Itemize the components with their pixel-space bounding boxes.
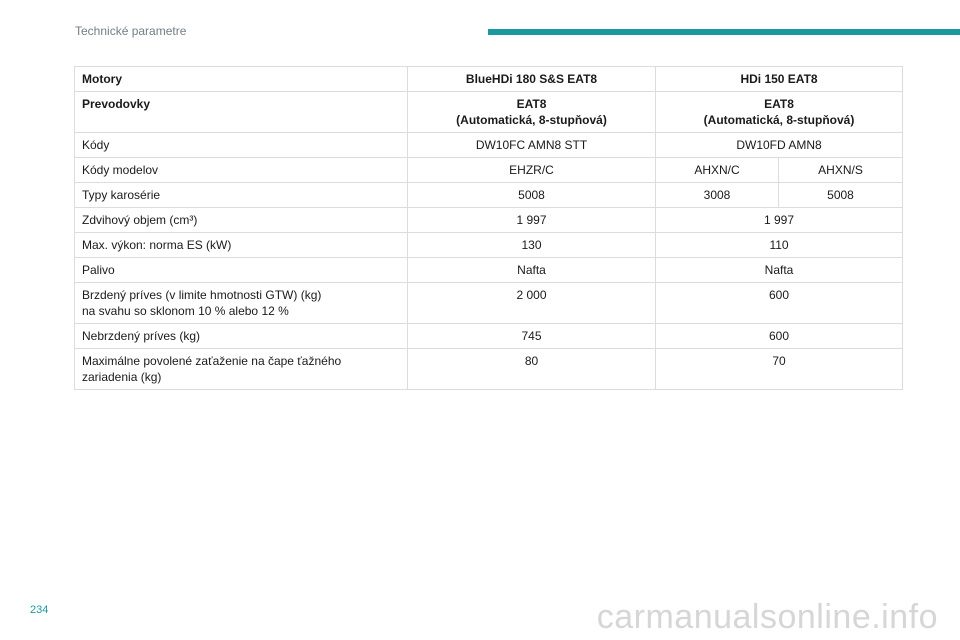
cell-engine1: DW10FC AMN8 STT — [408, 133, 656, 158]
cell-engine2a: AHXN/C — [656, 158, 779, 183]
header-cell-engine2: HDi 150 EAT8 — [656, 67, 903, 92]
table-row-fuel — [75, 258, 903, 283]
cell-engine1: 80 — [408, 349, 656, 390]
cell-engine2a: 3008 — [656, 183, 779, 208]
row-label: Max. výkon: norma ES (kW) — [75, 233, 408, 258]
cell-engine1: 2 000 — [408, 283, 656, 324]
technical-specs-table — [74, 66, 903, 390]
row-label: Nebrzdený príves (kg) — [75, 324, 408, 349]
row-label: Typy karosérie — [75, 183, 408, 208]
cell-engine2b: AHXN/S — [779, 158, 903, 183]
row-label: Palivo — [75, 258, 408, 283]
cell-engine2: 110 — [656, 233, 903, 258]
table-header-row — [75, 67, 903, 92]
cell-engine2: 600 — [656, 283, 903, 324]
table-row-towbar-load — [75, 349, 903, 390]
cell-engine1: 5008 — [408, 183, 656, 208]
cell-engine2b: 5008 — [779, 183, 903, 208]
table-row-gearbox — [75, 92, 903, 133]
row-label: Maximálne povolené zaťaženie na čape ťažného zariadenia (kg) — [75, 349, 408, 390]
table-row-power — [75, 233, 903, 258]
page-number: 234 — [30, 604, 49, 616]
cell-engine1: EHZR/C — [408, 158, 656, 183]
cell-engine2: DW10FD AMN8 — [656, 133, 903, 158]
cell-engine1: EAT8 (Automatická, 8-stupňová) — [408, 92, 656, 133]
cell-engine1: 745 — [408, 324, 656, 349]
cell-engine2: 600 — [656, 324, 903, 349]
cell-engine2: EAT8 (Automatická, 8-stupňová) — [656, 92, 903, 133]
table-row-body-types — [75, 183, 903, 208]
section-title: Technické parametre — [75, 24, 187, 38]
row-label: Brzdený príves (v limite hmotnosti GTW) (kg) na svahu so sklonom 10 % alebo 12 % — [75, 283, 408, 324]
table-row-braked-trailer — [75, 283, 903, 324]
header-accent-bar — [488, 29, 960, 35]
table-row-model-codes — [75, 158, 903, 183]
row-label: Kódy modelov — [75, 158, 408, 183]
cell-engine1: 130 — [408, 233, 656, 258]
row-label: Kódy — [75, 133, 408, 158]
cell-engine2: 70 — [656, 349, 903, 390]
row-label: Prevodovky — [75, 92, 408, 133]
site-watermark: carmanualsonline.info — [596, 598, 938, 636]
cell-engine2: 1 997 — [656, 208, 903, 233]
table-row-displacement — [75, 208, 903, 233]
header-cell-engines: Motory — [75, 67, 408, 92]
cell-engine1: Nafta — [408, 258, 656, 283]
cell-engine1: 1 997 — [408, 208, 656, 233]
cell-engine2: Nafta — [656, 258, 903, 283]
table-row-codes — [75, 133, 903, 158]
header-cell-engine1: BlueHDi 180 S&S EAT8 — [408, 67, 656, 92]
table-row-unbraked-trailer — [75, 324, 903, 349]
row-label: Zdvihový objem (cm³) — [75, 208, 408, 233]
